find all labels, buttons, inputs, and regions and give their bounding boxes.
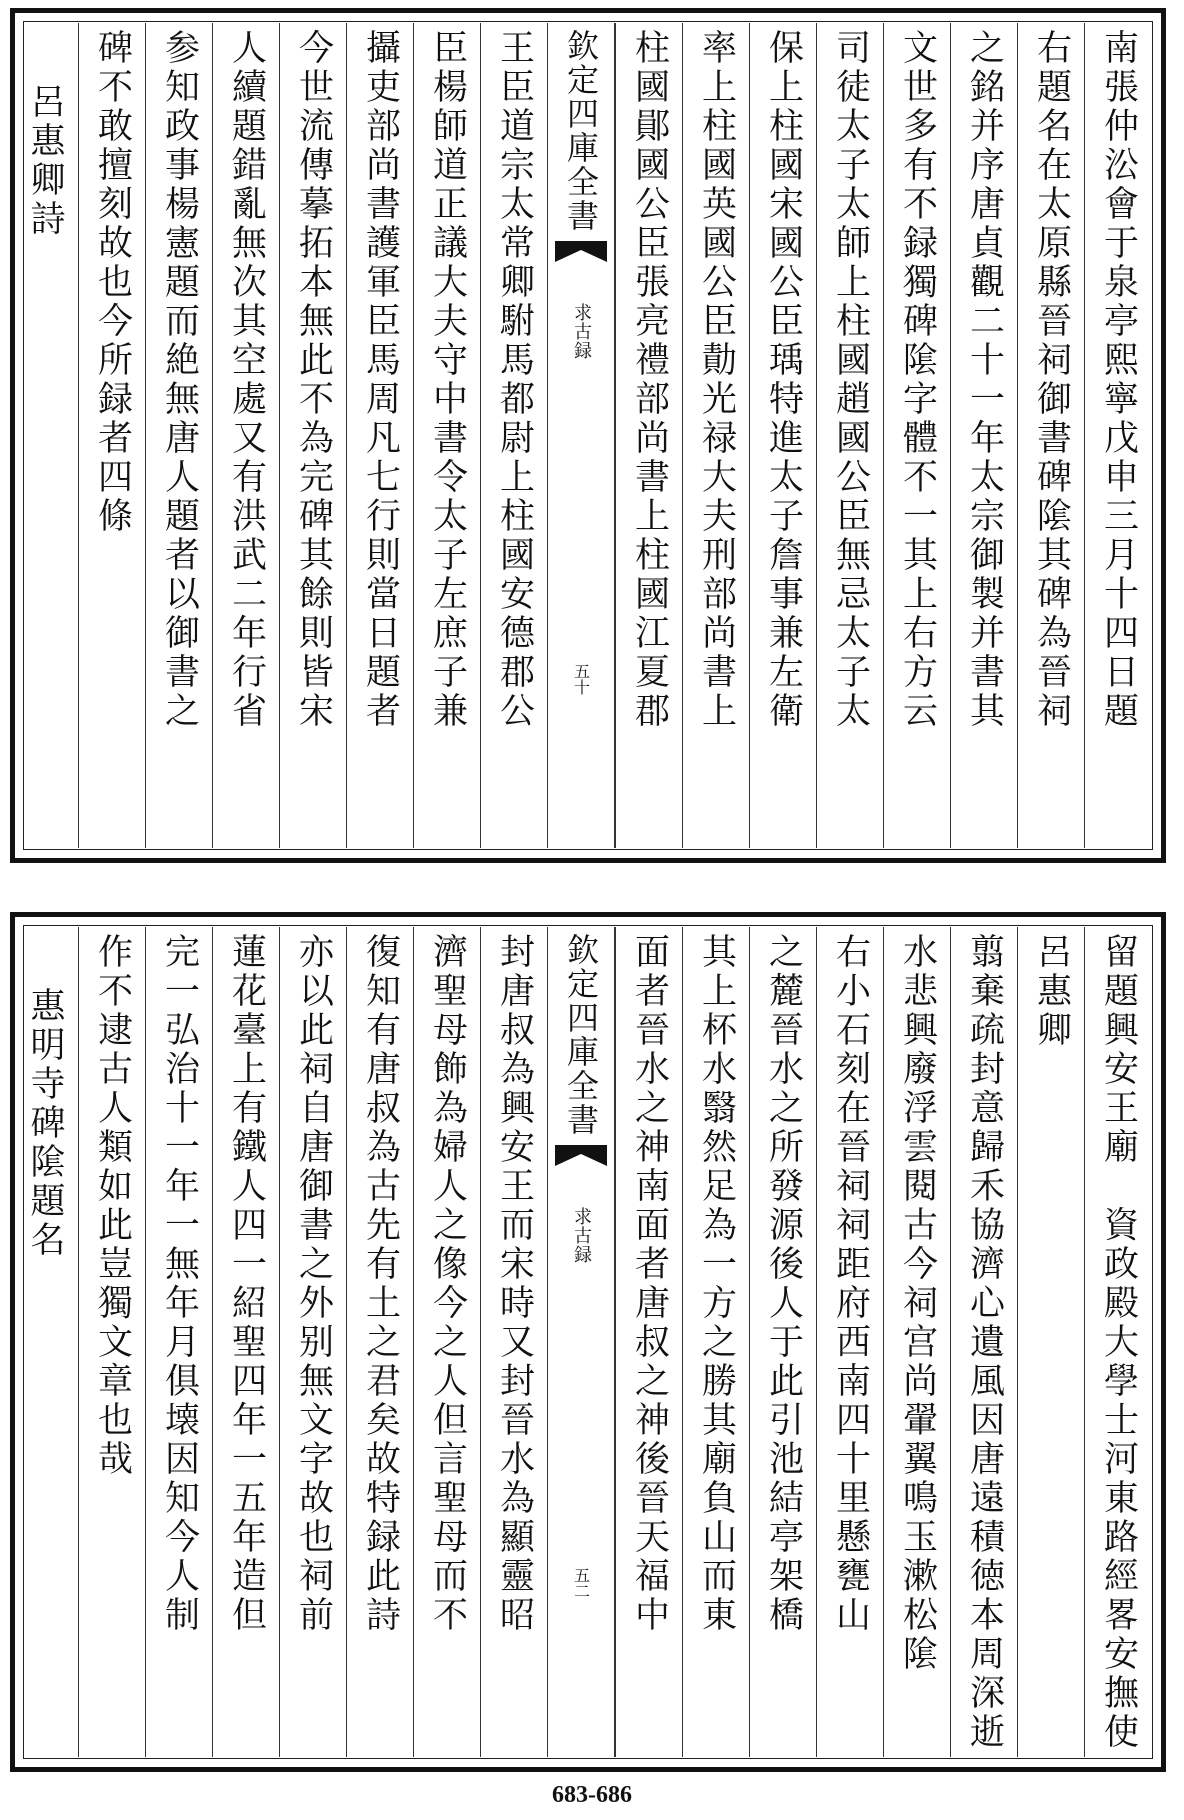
text-column: 封唐叔為興安王而宋時又封晉水為顯靈昭 [480,927,547,1757]
text-column: 呂惠卿 [1017,927,1084,1757]
text-column: 之銘并序唐貞觀二十一年太宗御製并書其 [950,23,1017,848]
page-columns [25,23,1151,848]
section-heading-column: 呂惠卿詩 [25,83,65,239]
text-column: 碑不敢擅刻故也今所録者四條 [78,23,145,848]
text-column: 右題名在太原縣晉祠御書碑隂其碑為晉祠 [1017,23,1084,848]
text-column: 司徒太子太師上柱國趙國公臣無忌太子太 [816,23,883,848]
page-number: 五十 [571,663,591,695]
text-column: 王臣道宗太常卿駙馬都尉上柱國安德郡公 [480,23,547,848]
book-page-upper [10,8,1166,863]
text-column: 濟聖母飾為婦人之像今之人但言聖母而不 [413,927,480,1757]
text-column: 文世多有不録獨碑隂字體不一其上右方云 [883,23,950,848]
fish-tail-mark [555,241,607,263]
volume-page-range: 683-686 [552,1782,632,1808]
text-column: 完一弘治十一年一無年月俱壊因知今人制 [145,927,212,1757]
text-column: 翦棄疏封意歸禾協濟心遺風因唐遠積徳本周深逝 [950,927,1017,1757]
text-column: 保上柱國宋國公臣瑀特進太子詹事兼左衛 [749,23,816,848]
text-column: 水悲興廢浮雲閱古今祠宫尚翬翼鳴玉漱松隂 [883,927,950,1757]
text-column: 右小石刻在晉祠祠距府西南四十里懸甕山 [816,927,883,1757]
text-column: 作不逮古人類如此豈獨文章也哉 [78,927,145,1757]
text-column: 臣楊師道正議大夫守中書令太子左庶子兼 [413,23,480,848]
text-column: 亦以此祠自唐御書之外别無文字故也祠前 [279,927,346,1757]
book-title: 求古録 [571,1207,592,1264]
text-column: 留題興安王廟 資政殿大學士河東路經畧安撫使 [1084,927,1151,1757]
text-column: 其上杯水翳然足為一方之勝其廟負山而東 [682,927,749,1757]
section-heading-column: 惠明寺碑隂題名 [25,987,65,1260]
text-column: 率上柱國英國公臣勣光禄大夫刑部尚書上 [682,23,749,848]
text-column: 参知政事楊憲題而絶無唐人題者以御書之 [145,23,212,848]
text-column: 柱國鄖國公臣張亮禮部尚書上柱國江夏郡 [615,23,682,848]
page-columns [25,927,1151,1757]
text-column: 蓮花臺上有鐵人四一紹聖四年一五年造但 [212,927,279,1757]
text-column: 今世流傳摹拓本無此不為完碑其餘則皆宋 [279,23,346,848]
fish-tail-mark [555,1145,607,1167]
series-title: 欽定四庫全書 [562,933,600,1137]
text-column: 攝吏部尚書護軍臣馬周凡七行則當日題者 [346,23,413,848]
text-column: 人續題錯亂無次其空處又有洪武二年行省 [212,23,279,848]
text-column: 面者晉水之神南面者唐叔之神後晉天福中 [615,927,682,1757]
book-page-lower [10,912,1166,1772]
text-column: 之麓晉水之所發源後人于此引池結亭架橋 [749,927,816,1757]
book-title: 求古録 [571,303,592,360]
page-number: 五二 [571,1567,591,1599]
fold-column [547,927,615,1757]
text-column: 復知有唐叔為古先有土之君矣故特録此詩 [346,927,413,1757]
fold-column [547,23,615,848]
series-title: 欽定四庫全書 [562,29,600,233]
text-column: 南張仲㳂會于泉亭熙寧戊申三月十四日題 [1084,23,1151,848]
